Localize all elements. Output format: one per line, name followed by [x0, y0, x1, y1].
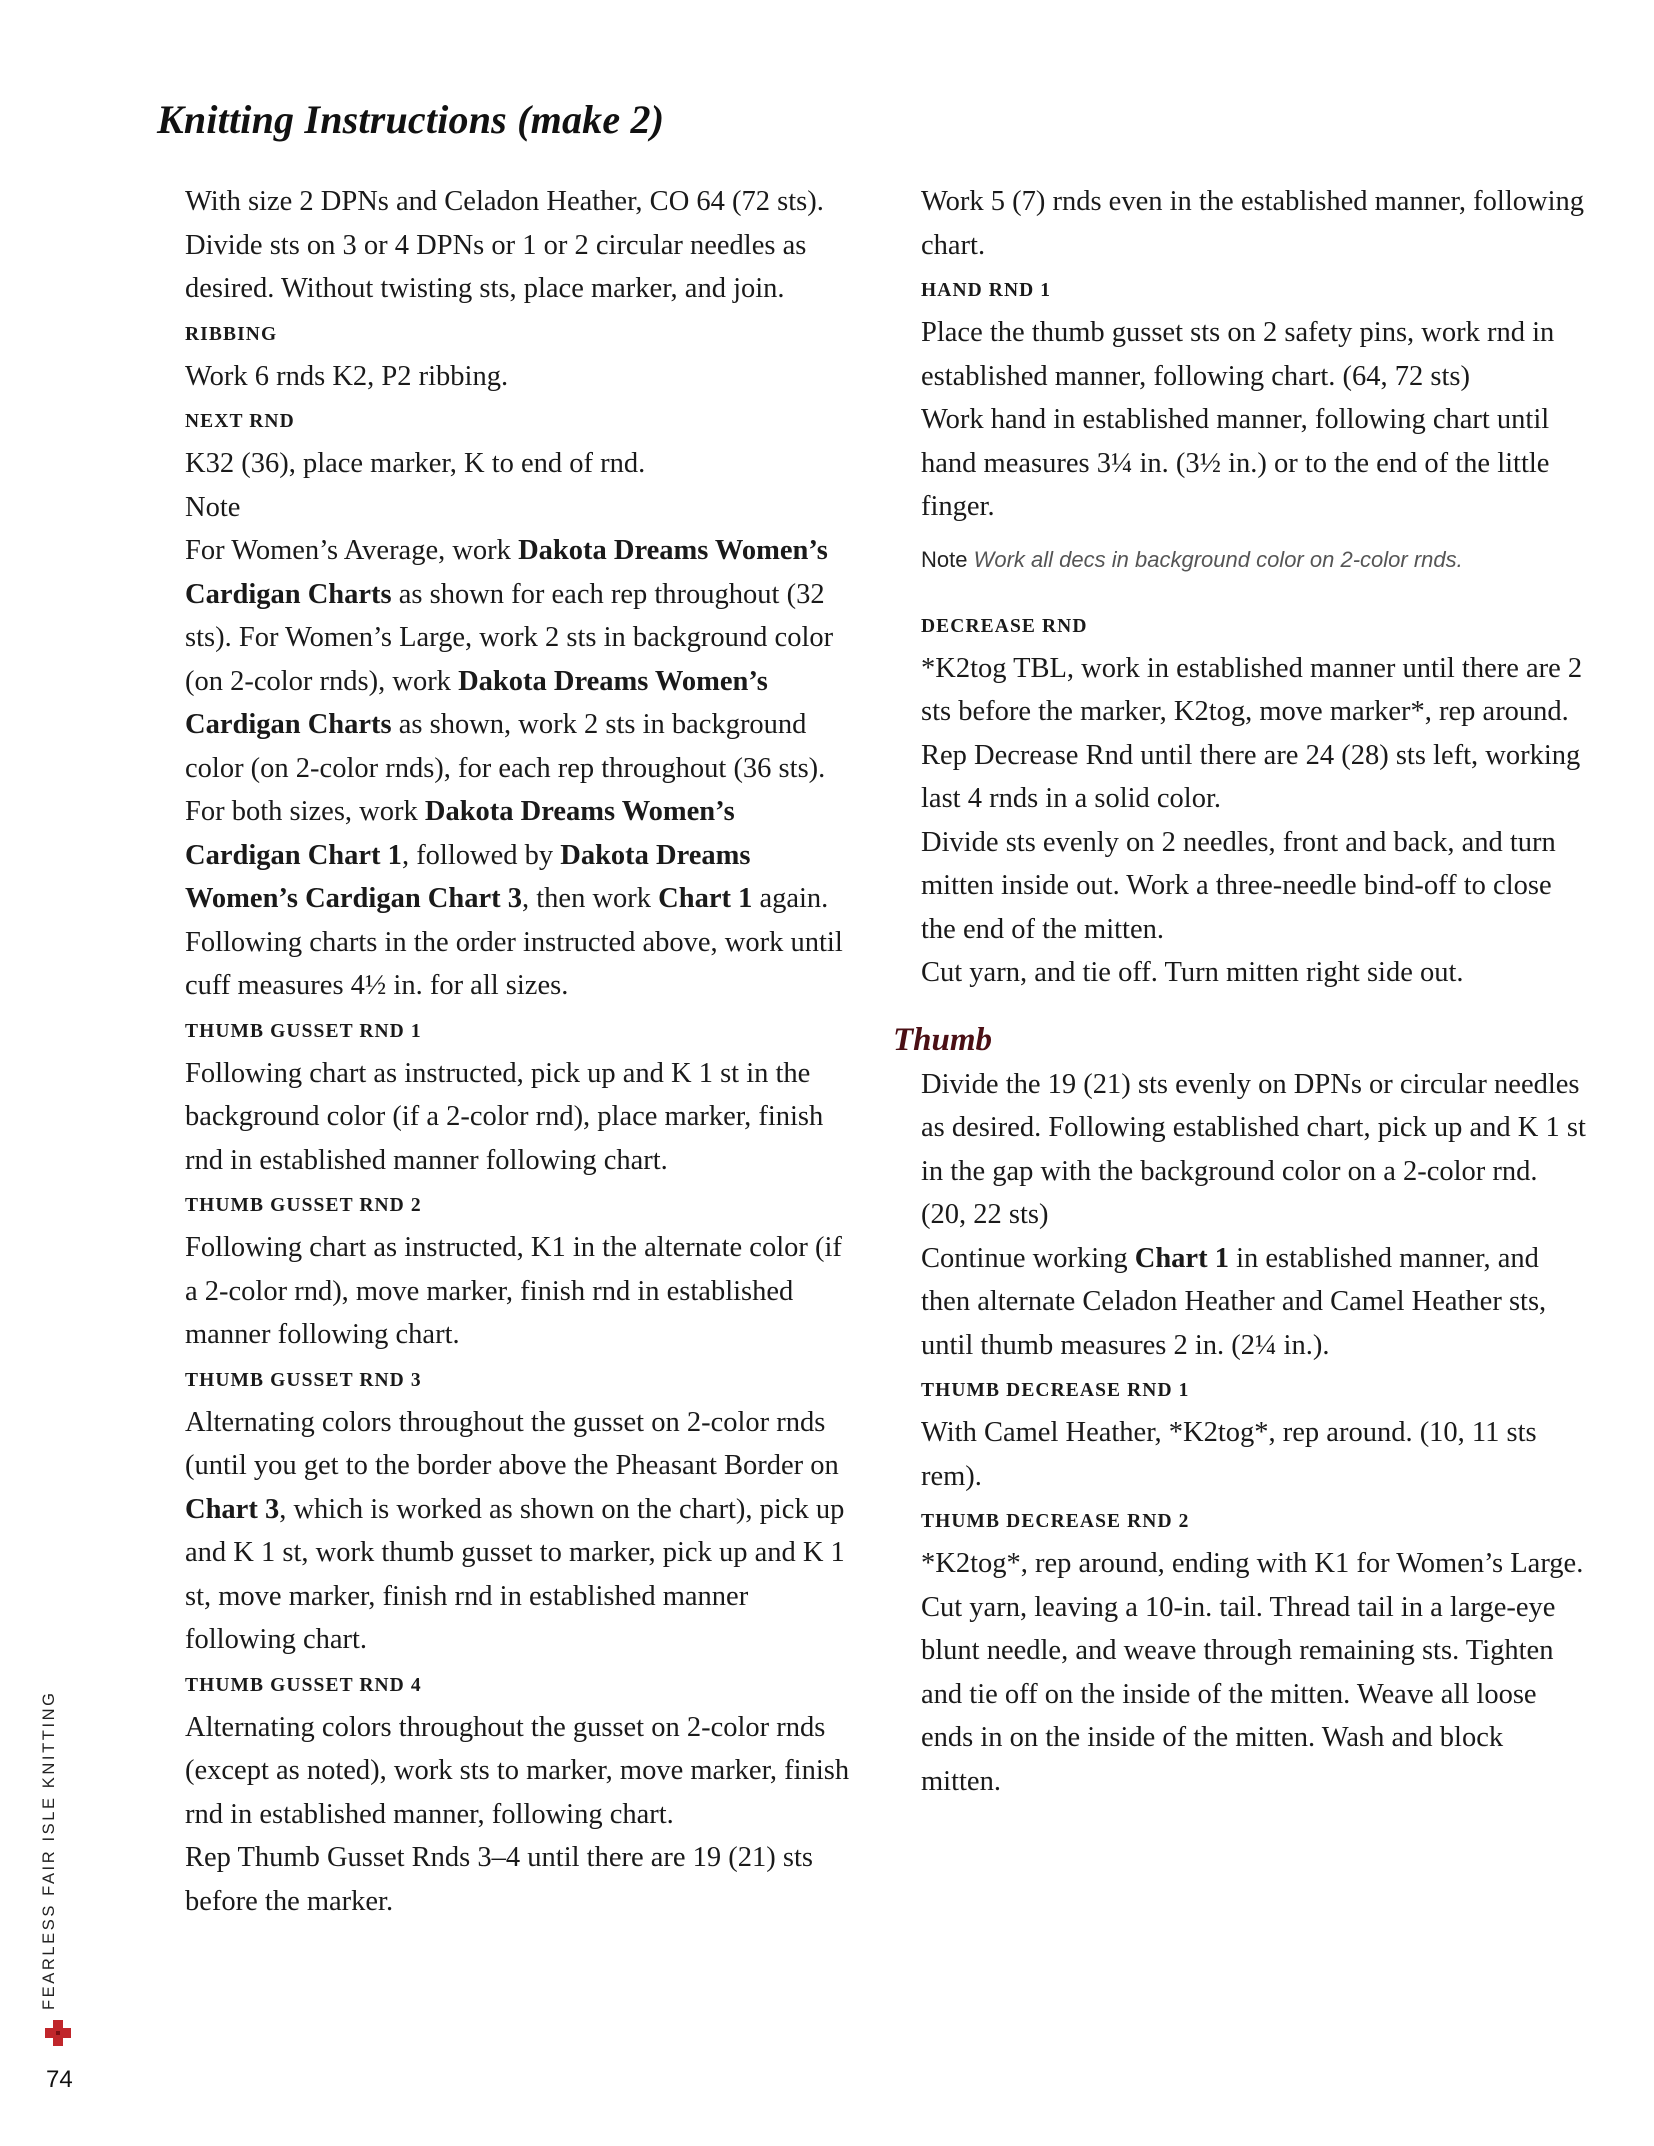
work-rnds-paragraph: Work 5 (7) rnds even in the established manner, following chart. — [921, 186, 1584, 261]
cut-yarn-paragraph: Cut yarn, and tie off. Turn mitten right side out. — [921, 957, 1464, 988]
decrease-note-label: Note — [921, 546, 968, 572]
note-label: Note — [185, 491, 241, 523]
next-rnd-paragraph: K32 (36), place marker, K to end of rnd. — [185, 448, 646, 479]
page-number: 74 — [46, 2066, 73, 2093]
thumb-gusset-rnd-3-heading: THUMB GUSSET RND 3 — [185, 1369, 422, 1391]
thumb-decrease-rnd-1-heading: THUMB DECREASE RND 1 — [921, 1380, 1190, 1401]
thumb-divide-paragraph: Divide the 19 (21) sts evenly on DPNs or circular needles as desired. Following established chart, pick up and K 1 st in the gap with the background color on a 2-color rnd. (20, 22 sts) — [921, 1068, 1586, 1230]
hand-rnd-1-heading: HAND RND 1 — [921, 280, 1052, 301]
rep-decrease-paragraph: Rep Decrease Rnd until there are 24 (28) sts left, working last 4 rnds in a solid color. — [921, 739, 1581, 814]
thumb-gusset-rnd-1-heading: THUMB GUSSET RND 1 — [185, 1020, 422, 1042]
page-title: Knitting Instructions (make 2) — [157, 97, 665, 142]
right-column — [893, 180, 1586, 1803]
thumb-gusset-rnd-3-paragraph: Alternating colors throughout the gusset on 2-color rnds (until you get to the border above the Pheasant Border on Chart 3, which is worked as shown on the chart), pick up and K 1 st, work thumb gusset to marker, pick up and K 1 st, move marker, finish rnd in established manner following chart. — [185, 1406, 845, 1655]
decrease-note-text: Work all decs in background color on 2-color rnds. — [973, 546, 1463, 572]
left-column — [185, 180, 855, 1923]
ribbing-heading: RIBBING — [185, 323, 278, 345]
decrease-note — [921, 543, 1586, 577]
hand-rnd-1-paragraph: Place the thumb gusset sts on 2 safety pins, work rnd in established manner, following chart. (64, 72 sts) — [921, 317, 1555, 392]
thumb-continue-paragraph: Continue working Chart 1 in established manner, and then alternate Celadon Heather and Camel Heather sts, until thumb measures 2 in. (2¼ in.). — [921, 1242, 1547, 1361]
thumb-decrease-rnd-1-paragraph: With Camel Heather, *K2tog*, rep around. (10, 11 sts rem). — [921, 1417, 1537, 1492]
decrease-rnd-paragraph: *K2tog TBL, work in established manner until there are 2 sts before the marker, K2tog, move marker*, rep around. — [921, 652, 1583, 727]
book-title-running-head — [40, 1690, 70, 2010]
book-title: FEARLESS FAIR ISLE KNITTING — [40, 1690, 58, 2010]
thumb-gusset-rnd-2-heading: THUMB GUSSET RND 2 — [185, 1195, 422, 1216]
finish-thumb-paragraph: Cut yarn, leaving a 10-in. tail. Thread tail in a large-eye blunt needle, and weave through remaining sts. Tighten and tie off on the inside of the mitten. Weave all loose ends in on the inside of the mitten. Wash and block mitten. — [921, 1591, 1556, 1797]
decrease-rnd-heading: DECREASE RND — [921, 615, 1088, 637]
thumb-gusset-rnd-4-paragraph: Alternating colors throughout the gusset on 2-color rnds (except as noted), work sts to marker, move marker, finish rnd in established manner, following chart. — [185, 1711, 850, 1830]
repeat-gusset-paragraph: Rep Thumb Gusset Rnds 3–4 until there are 19 (21) sts before the marker. — [185, 1842, 813, 1917]
note-paragraph: For Women’s Average, work Dakota Dreams Women’s Cardigan Charts as shown for each rep throughout (32 sts). For Women’s Large, work 2 sts in background color (on 2-color rnds), work Dakota Dreams Women’s Cardigan Charts as shown, work 2 sts in background color (on 2-color rnds), for each rep throughout (36 sts). For both sizes, work Dakota Dreams Women’s Cardigan Chart 1, followed by Dakota Dreams Women’s Cardigan Chart 3, then work Chart 1 again. Following charts in the order instructed above, work until cuff measures 4½ in. for all sizes. — [185, 535, 843, 1001]
thumb-gusset-rnd-4-heading: THUMB GUSSET RND 4 — [185, 1674, 422, 1696]
next-rnd-heading: NEXT RND — [185, 411, 295, 432]
thumb-decrease-rnd-2-paragraph: *K2tog*, rep around, ending with K1 for Women’s Large. — [921, 1548, 1584, 1579]
ribbing-paragraph: Work 6 rnds K2, P2 ribbing. — [185, 360, 509, 392]
thumb-title: Thumb — [893, 1021, 993, 1058]
thumb-gusset-rnd-1-paragraph: Following chart as instructed, pick up and K 1 st in the background color (if a 2-color rnd), place marker, finish rnd in established manner following chart. — [185, 1057, 824, 1176]
cross-icon — [44, 2019, 72, 2047]
thumb-gusset-rnd-2-paragraph: Following chart as instructed, K1 in the alternate color (if a 2-color rnd), move marker, finish rnd in established manner following chart. — [185, 1232, 842, 1350]
cast-on-paragraph: With size 2 DPNs and Celadon Heather, CO 64 (72 sts). Divide sts on 3 or 4 DPNs or 1 or 2 circular needles as desired. Without twisting sts, place marker, and join. — [185, 186, 824, 304]
thumb-decrease-rnd-2-heading: THUMB DECREASE RND 2 — [921, 1511, 1190, 1532]
work-hand-paragraph: Work hand in established manner, following chart until hand measures 3¼ in. (3½ in.) or to the end of the little finger. — [921, 404, 1550, 522]
divide-sts-paragraph: Divide sts evenly on 2 needles, front and back, and turn mitten inside out. Work a three-needle bind-off to close the end of the mitten. — [921, 826, 1556, 945]
